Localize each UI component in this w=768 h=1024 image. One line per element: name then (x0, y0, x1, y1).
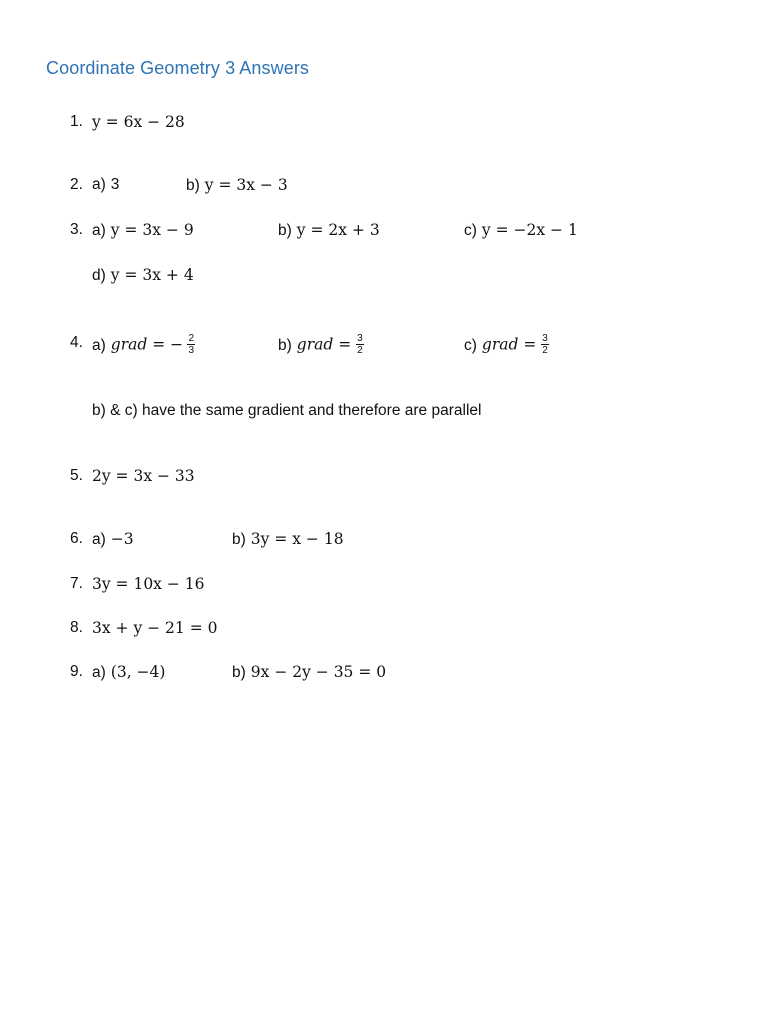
question-number: 4. (70, 334, 83, 351)
question-number: 3. (70, 221, 83, 238)
answer-part-b (278, 221, 380, 240)
answer-part-b (278, 334, 364, 357)
answer-expression: grad = − (110, 335, 184, 354)
fraction-denominator: 3 (188, 345, 194, 356)
answer-part-b (186, 176, 288, 195)
answer-expression: 3 (110, 176, 120, 193)
part-label: b) (232, 531, 246, 548)
part-label: a) (92, 222, 106, 239)
part-label: a) (92, 176, 106, 193)
question-number: 7. (70, 575, 83, 592)
answer-part-b (232, 530, 344, 549)
answer-part-b (232, 663, 386, 682)
answer-row-3 (0, 221, 768, 245)
answer-row-3d (0, 266, 768, 290)
answer-part-c (464, 334, 549, 357)
answer-part (92, 113, 185, 132)
answer-part-a (92, 176, 119, 194)
answer-expression: −3 (110, 530, 134, 548)
question-number: 1. (70, 113, 83, 130)
answer-expression: grad = (296, 335, 357, 354)
part-label: b) (278, 222, 292, 239)
answer-part-a (92, 334, 195, 357)
answer-row-7 (0, 575, 768, 599)
page-title: Coordinate Geometry 3 Answers (46, 58, 310, 78)
part-label: c) (464, 336, 477, 354)
question-number: 9. (70, 663, 83, 680)
answer-row-2 (0, 176, 768, 200)
answer-expression: y = 3x − 3 (204, 176, 288, 194)
answer-expression: 3y = 10x − 16 (92, 575, 205, 593)
answer-expression: grad = (481, 335, 542, 354)
question-number: 6. (70, 530, 83, 547)
answer-expression: 3y = x − 18 (250, 530, 344, 548)
part-label: b) (232, 664, 246, 681)
answer-expression: 9x − 2y − 35 = 0 (250, 663, 387, 681)
part-label: a) (92, 336, 106, 354)
answer-row-9 (0, 663, 768, 687)
part-label: a) (92, 664, 106, 681)
answer-expression: y = 2x + 3 (296, 221, 380, 239)
answer-row-6 (0, 530, 768, 554)
fraction-denominator: 2 (357, 345, 363, 356)
answer-row-8 (0, 619, 768, 643)
fraction (356, 333, 364, 356)
part-label: b) (278, 336, 292, 354)
answer-part-a (92, 221, 194, 240)
answer-part-c (464, 221, 578, 240)
answer-expression: y = 3x + 4 (110, 266, 194, 284)
question-number: 8. (70, 619, 83, 636)
answer-part-a (92, 663, 165, 682)
answer-expression: y = −2x − 1 (481, 221, 578, 239)
part-label: c) (464, 222, 477, 239)
answer-expression: y = 6x − 28 (92, 113, 185, 131)
answer-part (92, 619, 217, 638)
parallel-note: b) & c) have the same gradient and therefore are parallel (92, 402, 482, 419)
answer-expression: (3, −4) (110, 663, 166, 681)
answer-part-a (92, 530, 134, 549)
fraction-numerator: 3 (357, 333, 363, 344)
answer-expression: y = 3x − 9 (110, 221, 194, 239)
part-label: b) (186, 177, 200, 194)
fraction-numerator: 2 (188, 333, 194, 344)
answer-part (92, 467, 195, 486)
answer-row-5 (0, 467, 768, 491)
answer-row-4 (0, 334, 768, 358)
question-number: 2. (70, 176, 83, 193)
part-label: a) (92, 531, 106, 548)
answer-expression: 2y = 3x − 33 (92, 467, 195, 485)
answer-expression: 3x + y − 21 = 0 (92, 619, 218, 637)
part-label: d) (92, 267, 106, 284)
fraction (541, 333, 549, 356)
fraction-denominator: 2 (542, 345, 548, 356)
answer-part-d (92, 266, 194, 285)
answer-part (92, 575, 205, 594)
fraction-numerator: 3 (542, 333, 548, 344)
answer-row-1 (0, 113, 768, 137)
question-number: 5. (70, 467, 83, 484)
fraction (187, 333, 195, 356)
